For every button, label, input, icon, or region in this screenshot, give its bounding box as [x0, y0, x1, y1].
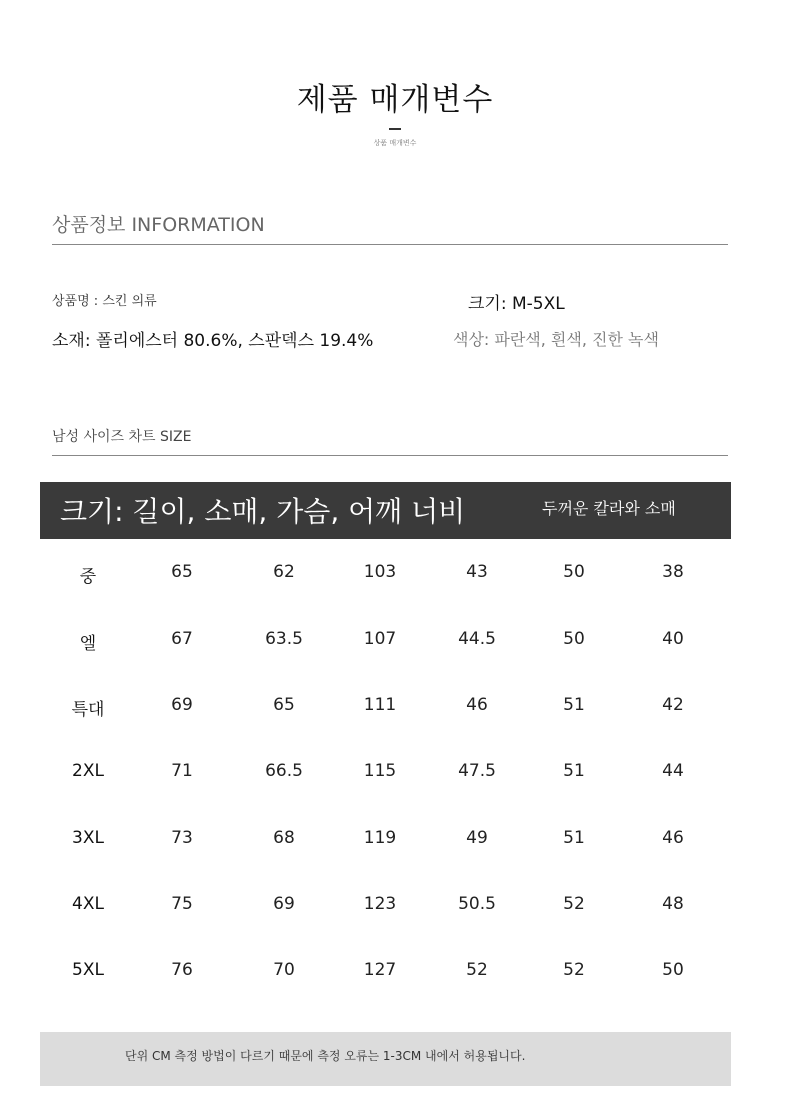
value-cell: 51 [563, 761, 585, 781]
value-cell: 52 [563, 894, 585, 914]
measurement-note: 단위 CM 측정 방법이 다르기 때문에 측정 오류는 1-3CM 내에서 허용됩니다. [125, 1049, 526, 1063]
shoulder-cell: 47.5 [458, 761, 496, 781]
title-divider [389, 128, 401, 130]
info-section-heading: 상품정보 INFORMATION [52, 210, 728, 245]
color-info: 색상: 파란색, 흰색, 진한 녹색 [453, 330, 659, 349]
value-cell: 50 [563, 629, 585, 649]
chest-cell: 123 [363, 894, 397, 914]
size-range: 크기: M-5XL [468, 294, 565, 314]
chest-cell: 103 [363, 562, 397, 582]
size-cell: 엘 [79, 634, 97, 654]
length-cell: 65 [171, 562, 193, 582]
value-cell: 48 [662, 894, 684, 914]
chest-cell: 115 [363, 761, 397, 781]
size-chart-columns: 크기: 길이, 소매, 가슴, 어깨 너비 [60, 495, 466, 528]
table-row [0, 562, 790, 592]
shoulder-cell: 50.5 [458, 894, 496, 914]
size-cell: 4XL [72, 894, 104, 914]
table-row [0, 629, 790, 659]
length-cell: 67 [171, 629, 193, 649]
shoulder-cell: 52 [466, 960, 488, 980]
value-cell: 42 [662, 695, 684, 715]
chest-cell: 111 [363, 695, 397, 715]
measurement-note-box [40, 1032, 731, 1086]
shoulder-cell: 49 [466, 828, 488, 848]
sleeve-cell: 62 [273, 562, 295, 582]
sleeve-cell: 65 [273, 695, 295, 715]
value-cell: 46 [662, 828, 684, 848]
chest-cell: 119 [363, 828, 397, 848]
size-cell: 중 [79, 567, 97, 587]
size-cell: 5XL [72, 960, 104, 980]
value-cell: 51 [563, 828, 585, 848]
sleeve-cell: 63.5 [265, 629, 303, 649]
chest-cell: 127 [363, 960, 397, 980]
value-cell: 40 [662, 629, 684, 649]
table-row [0, 695, 790, 725]
length-cell: 76 [171, 960, 193, 980]
chest-cell: 107 [363, 629, 397, 649]
size-section-heading: 남성 사이즈 차트 SIZE [52, 426, 728, 456]
sleeve-cell: 70 [273, 960, 295, 980]
table-row [0, 761, 790, 791]
value-cell: 51 [563, 695, 585, 715]
value-cell: 50 [662, 960, 684, 980]
length-cell: 75 [171, 894, 193, 914]
sleeve-cell: 69 [273, 894, 295, 914]
sleeve-cell: 66.5 [265, 761, 303, 781]
size-cell: 3XL [72, 828, 104, 848]
length-cell: 73 [171, 828, 193, 848]
product-name: 상품명 : 스킨 의류 [52, 294, 157, 309]
size-cell: 2XL [72, 761, 104, 781]
page-title: 제품 매개변수 [296, 82, 494, 118]
length-cell: 69 [171, 695, 193, 715]
size-chart-note: 두꺼운 칼라와 소매 [542, 499, 676, 518]
size-cell: 특대 [71, 700, 105, 720]
value-cell: 50 [563, 562, 585, 582]
material-info: 소재: 폴리에스터 80.6%, 스판덱스 19.4% [52, 331, 374, 351]
value-cell: 52 [563, 960, 585, 980]
shoulder-cell: 46 [466, 695, 488, 715]
table-row [0, 960, 790, 990]
page-subtitle: 상품 매개변수 [373, 139, 417, 147]
shoulder-cell: 43 [466, 562, 488, 582]
shoulder-cell: 44.5 [458, 629, 496, 649]
sleeve-cell: 68 [273, 828, 295, 848]
value-cell: 44 [662, 761, 684, 781]
value-cell: 38 [662, 562, 684, 582]
length-cell: 71 [171, 761, 193, 781]
table-row [0, 894, 790, 924]
table-row [0, 828, 790, 858]
size-chart-header [40, 482, 731, 539]
